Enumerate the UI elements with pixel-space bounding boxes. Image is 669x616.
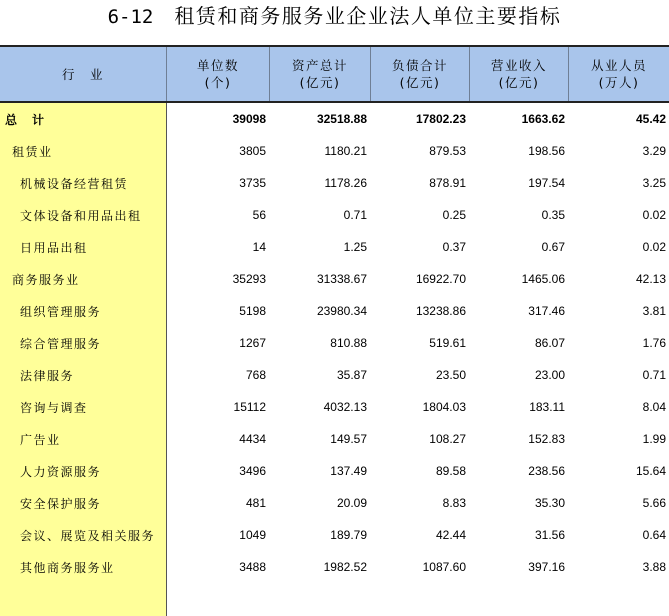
total-liabilities-cell: 1804.03	[422, 400, 466, 414]
column-header-operating-revenue	[469, 47, 568, 101]
industry-cell: 机械设备经营租赁	[20, 176, 129, 191]
total-liabilities-cell: 23.50	[435, 368, 466, 382]
total-assets-cell: 4032.13	[323, 400, 367, 414]
total-liabilities-cell: 108.27	[429, 432, 466, 446]
table-title: 租赁和商务服务业企业法人单位主要指标	[174, 4, 562, 28]
table-row	[0, 359, 669, 391]
employees-cell: 15.64	[635, 464, 666, 478]
total-liabilities-cell: 42.44	[435, 528, 466, 542]
total-liabilities-cell: 1087.60	[422, 560, 466, 574]
unit-count-cell: 3805	[239, 144, 266, 158]
table-row	[0, 391, 669, 423]
table-row	[0, 167, 669, 199]
employees-cell: 0.64	[642, 528, 666, 542]
industry-cell: 商务服务业	[12, 272, 80, 287]
page-title	[0, 0, 669, 34]
operating-revenue-cell: 86.07	[534, 336, 565, 350]
column-header-employees	[568, 47, 669, 101]
industry-cell: 总 计	[5, 112, 46, 127]
total-liabilities-cell: 8.83	[442, 496, 466, 510]
unit-count-cell: 768	[245, 368, 266, 382]
column-header-unit: (亿元)	[399, 75, 441, 90]
operating-revenue-cell: 0.35	[541, 208, 565, 222]
total-assets-cell: 32518.88	[316, 112, 367, 126]
industry-cell: 其他商务服务业	[20, 560, 115, 575]
unit-count-cell: 35293	[232, 272, 266, 286]
industry-cell: 租赁业	[12, 144, 53, 159]
total-liabilities-cell: 878.91	[429, 176, 466, 190]
unit-count-cell: 14	[252, 240, 266, 254]
total-assets-cell: 23980.34	[316, 304, 367, 318]
column-header-unit: (万人)	[598, 75, 640, 90]
unit-count-cell: 5198	[239, 304, 266, 318]
industry-cell: 人力资源服务	[20, 464, 102, 479]
table-row	[0, 487, 669, 519]
operating-revenue-cell: 35.30	[534, 496, 565, 510]
total-assets-cell: 35.87	[336, 368, 367, 382]
table-row	[0, 295, 669, 327]
table-row	[0, 135, 669, 167]
total-liabilities-cell: 89.58	[435, 464, 466, 478]
total-liabilities-cell: 519.61	[429, 336, 466, 350]
unit-count-cell: 3488	[239, 560, 266, 574]
operating-revenue-cell: 198.56	[528, 144, 565, 158]
industry-header	[0, 47, 166, 101]
total-liabilities-cell: 13238.86	[415, 304, 466, 318]
column-header-total-assets	[269, 47, 370, 101]
operating-revenue-cell: 0.67	[541, 240, 565, 254]
total-liabilities-cell: 0.25	[442, 208, 466, 222]
table-row	[0, 519, 669, 551]
unit-count-cell: 3735	[239, 176, 266, 190]
column-header-name: 营业收入	[490, 58, 547, 73]
industry-cell: 咨询与调查	[20, 400, 88, 415]
operating-revenue-cell: 238.56	[528, 464, 565, 478]
employees-cell: 3.25	[642, 176, 666, 190]
employees-cell: 45.42	[635, 112, 666, 126]
operating-revenue-cell: 183.11	[529, 400, 565, 414]
table-header	[0, 47, 669, 103]
total-assets-cell: 1180.21	[324, 144, 367, 158]
operating-revenue-cell: 1663.62	[521, 112, 565, 126]
column-header-unit: (亿元)	[498, 75, 540, 90]
employees-cell: 5.66	[642, 496, 666, 510]
total-assets-cell: 810.88	[330, 336, 367, 350]
unit-count-cell: 1267	[239, 336, 266, 350]
industry-header-label: 行 业	[61, 66, 104, 82]
column-header-unit-count	[166, 47, 269, 101]
unit-count-cell: 1049	[239, 528, 266, 542]
unit-count-cell: 39098	[232, 112, 266, 126]
total-assets-cell: 1178.26	[324, 176, 367, 190]
employees-cell: 1.76	[642, 336, 666, 350]
industry-cell: 组织管理服务	[20, 304, 102, 319]
industry-cell: 综合管理服务	[20, 336, 102, 351]
column-header-name: 资产总计	[291, 58, 348, 73]
unit-count-cell: 4434	[239, 432, 266, 446]
employees-cell: 3.29	[642, 144, 666, 158]
operating-revenue-cell: 197.54	[528, 176, 565, 190]
table-row	[0, 199, 669, 231]
total-assets-cell: 149.57	[330, 432, 367, 446]
unit-count-cell: 481	[245, 496, 266, 510]
table-row	[0, 423, 669, 455]
column-header-name: 负债合计	[391, 58, 448, 73]
industry-cell: 法律服务	[20, 368, 75, 383]
employees-cell: 1.99	[642, 432, 666, 446]
operating-revenue-cell: 1465.06	[521, 272, 565, 286]
employees-cell: 0.02	[642, 240, 666, 254]
table-row	[0, 231, 669, 263]
table-number: 6-12	[107, 6, 154, 28]
industry-cell: 文体设备和用品出租	[20, 208, 142, 223]
unit-count-cell: 56	[252, 208, 266, 222]
employees-cell: 3.81	[642, 304, 666, 318]
total-liabilities-cell: 17802.23	[415, 112, 466, 126]
total-assets-cell: 137.49	[330, 464, 367, 478]
industry-cell: 安全保护服务	[20, 496, 102, 511]
operating-revenue-cell: 317.46	[528, 304, 565, 318]
table-row-total	[0, 103, 669, 135]
operating-revenue-cell: 23.00	[534, 368, 565, 382]
table-row	[0, 551, 669, 583]
total-liabilities-cell: 16922.70	[415, 272, 466, 286]
employees-cell: 0.71	[642, 368, 666, 382]
total-liabilities-cell: 0.37	[442, 240, 466, 254]
industry-cell: 会议、展览及相关服务	[20, 528, 156, 543]
table-row	[0, 327, 669, 359]
employees-cell: 8.04	[642, 400, 666, 414]
operating-revenue-cell: 397.16	[528, 560, 565, 574]
table-body	[0, 103, 669, 583]
unit-count-cell: 15112	[233, 400, 266, 414]
total-assets-cell: 0.71	[343, 208, 367, 222]
column-header-name: 单位数	[196, 58, 239, 73]
table-row	[0, 455, 669, 487]
industry-cell: 广告业	[20, 432, 61, 447]
column-header-total-liabilities	[370, 47, 469, 101]
total-assets-cell: 20.09	[336, 496, 367, 510]
column-header-unit: (亿元)	[299, 75, 341, 90]
total-assets-cell: 1982.52	[323, 560, 367, 574]
unit-count-cell: 3496	[239, 464, 266, 478]
total-assets-cell: 189.79	[330, 528, 367, 542]
employees-cell: 0.02	[642, 208, 666, 222]
table-row	[0, 263, 669, 295]
operating-revenue-cell: 152.83	[528, 432, 565, 446]
column-header-name: 从业人员	[590, 58, 647, 73]
total-liabilities-cell: 879.53	[429, 144, 466, 158]
employees-cell: 42.13	[635, 272, 666, 286]
total-assets-cell: 31338.67	[316, 272, 367, 286]
industry-cell: 日用品出租	[20, 240, 88, 255]
operating-revenue-cell: 31.56	[534, 528, 565, 542]
employees-cell: 3.88	[642, 560, 666, 574]
total-assets-cell: 1.25	[343, 240, 367, 254]
column-header-unit: (个)	[204, 75, 232, 90]
